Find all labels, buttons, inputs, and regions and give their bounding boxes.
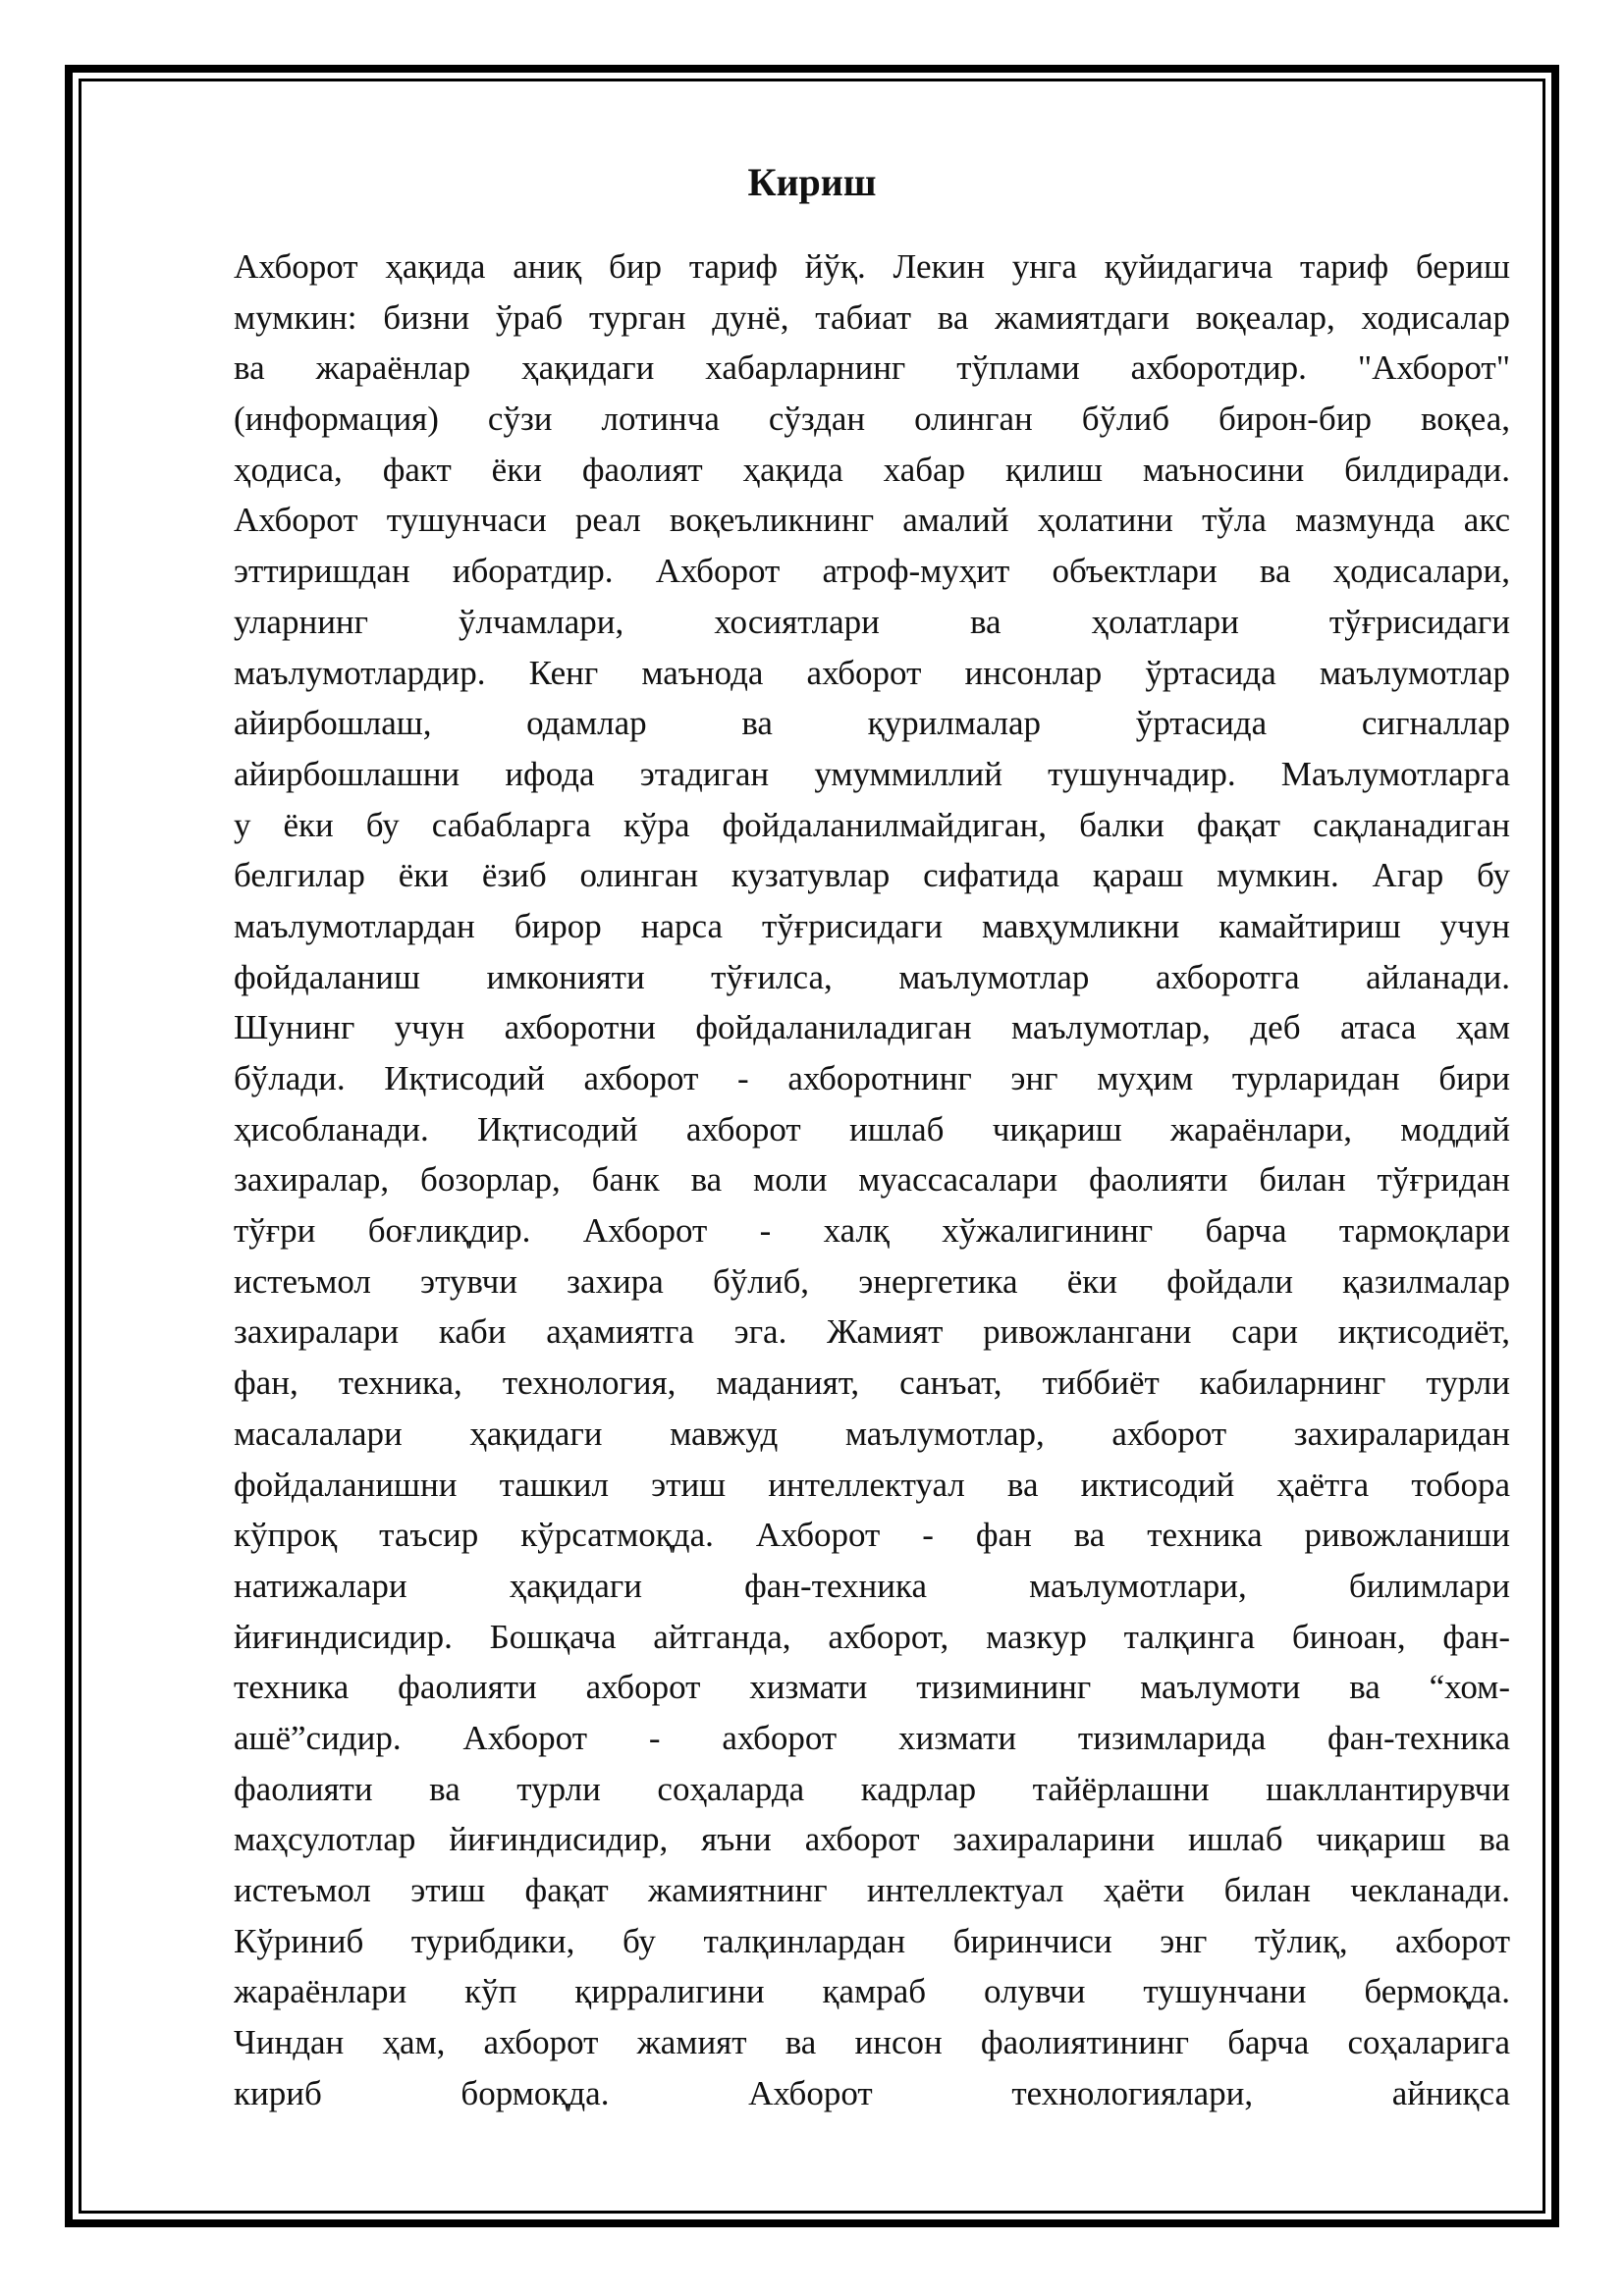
text-line: ва жараёнлар ҳақидаги хабарларнинг тўплами ахборотдир. "Ахборот" [234,348,1510,388]
text-line: ҳодиса, факт ёки фаолият ҳақида хабар қилиш маъносини билдиради. [234,450,1510,489]
text-line: уларнинг ўлчамлари, хосиятлари ва ҳолатлари тўғрисидаги [234,602,1510,641]
page-title: Кириш [747,160,877,204]
text-line: фойдаланишни ташкил этиш интеллектуал ва иктисодий ҳаётга тобора [234,1465,1510,1504]
text-line: техника фаолияти ахборот хизмати тизимининг маълумоти ва “хом- [234,1668,1510,1707]
text-line: Шунинг учун ахборотни фойдаланиладиган маълумотлар, деб атаса ҳам [234,1008,1510,1047]
text-line: йиғиндисидир. Бошқача айтганда, ахборот, мазкур талқинга биноан, фан- [234,1617,1510,1656]
text-line: истеъмол этувчи захира бўлиб, энергетика ёки фойдали қазилмалар [234,1261,1510,1301]
text-line: истеъмол этиш фақат жамиятнинг интеллектуал ҳаёти билан чекланади. [234,1871,1510,1909]
text-line: фаолияти ва турли соҳаларда кадрлар тайёрлашни шакллантирувчи [234,1769,1510,1808]
text-line: жараёнлари кўп қирралигини қамраб олувчи тушунчани бермоқда. [234,1972,1510,2011]
text-line: маълумотлардир. Кенг маънода ахборот инсонлар ўртасида маълумотлар [234,653,1510,692]
text-line: кўпроқ таъсир кўрсатмоқда. Ахборот - фан ва техника ривожланиши [234,1516,1510,1555]
text-line: захиралар, бозорлар, банк ва моли муассасалари фаолияти билан тўғридан [234,1160,1510,1200]
text-line: у ёки бу сабабларга кўра фойдаланилмайдиган, балки фақат сақланадиган [234,805,1510,844]
text-line: Ахборот тушунчаси реал воқеъликнинг амалий ҳолатини тўла мазмунда акс [234,501,1510,540]
text-line: тўғри боғлиқдир. Ахборот - халқ хўжалигининг барча тармоқлари [234,1211,1510,1251]
text-line: ашё”сидир. Ахборот - ахборот хизмати тизимларида фан-техника [234,1718,1510,1757]
text-line: белгилар ёки ёзиб олинган кузатувлар сифатида қараш мумкин. Агар бу [234,856,1510,895]
text-line: (информация) сўзи лотинча сўздан олинган бўлиб бирон-бир воқеа, [234,400,1510,439]
text-line: Кўриниб турибдики, бу талқинлардан биринчиси энг тўлиқ, ахборот [234,1921,1510,1960]
text-line: фан, техника, технология, маданият, санъат, тиббиёт кабиларнинг турли [234,1363,1510,1403]
text-line: ҳисобланади. Иқтисодий ахборот ишлаб чиқариш жараёнлари, моддий [234,1109,1510,1148]
text-line: Чиндан ҳам, ахборот жамият ва инсон фаолиятининг барча соҳаларига [234,2023,1510,2062]
text-line: маҳсулотлар йиғиндисидир, яъни ахборот захираларини ишлаб чиқариш ва [234,1820,1510,1859]
text-line: айирбошлаш, одамлар ва қурилмалар ўртасида сигналлар [234,704,1510,743]
text-line: захиралари каби аҳамиятга эга. Жамият ривожлангани сари иқтисодиёт, [234,1312,1510,1352]
text-line: бўлади. Иқтисодий ахборот - ахборотнинг энг муҳим турларидан бири [234,1059,1510,1097]
body-text [234,241,1510,2118]
text-line: масалалари ҳақидаги мавжуд маълумотлар, ахборот захираларидан [234,1414,1510,1453]
text-line: айирбошлашни ифода этадиган умуммиллий тушунчадир. Маълумотларга [234,754,1510,793]
text-line: натижалари ҳақидаги фан-техника маълумотлари, билимлари [234,1566,1510,1605]
text-line: мумкин: бизни ўраб турган дунё, табиат ва жамиятдаги воқеалар, ходисалар [234,297,1510,337]
text-line: кириб бормоқда. Ахборот технологиялари, айниқса [234,2073,1510,2112]
text-line: эттиришдан иборатдир. Ахборот атроф-муҳит объектлари ва ҳодисалари, [234,552,1510,591]
text-line: Ахборот ҳақида аниқ бир тариф йўқ. Лекин унга қуйидагича тариф бериш [234,247,1510,286]
text-line: маълумотлардан бирор нарса тўғрисидаги мавҳумликни камайтириш учун [234,906,1510,945]
text-line: фойдаланиш имконияти тўғилса, маълумотлар ахборотга айланади. [234,957,1510,996]
